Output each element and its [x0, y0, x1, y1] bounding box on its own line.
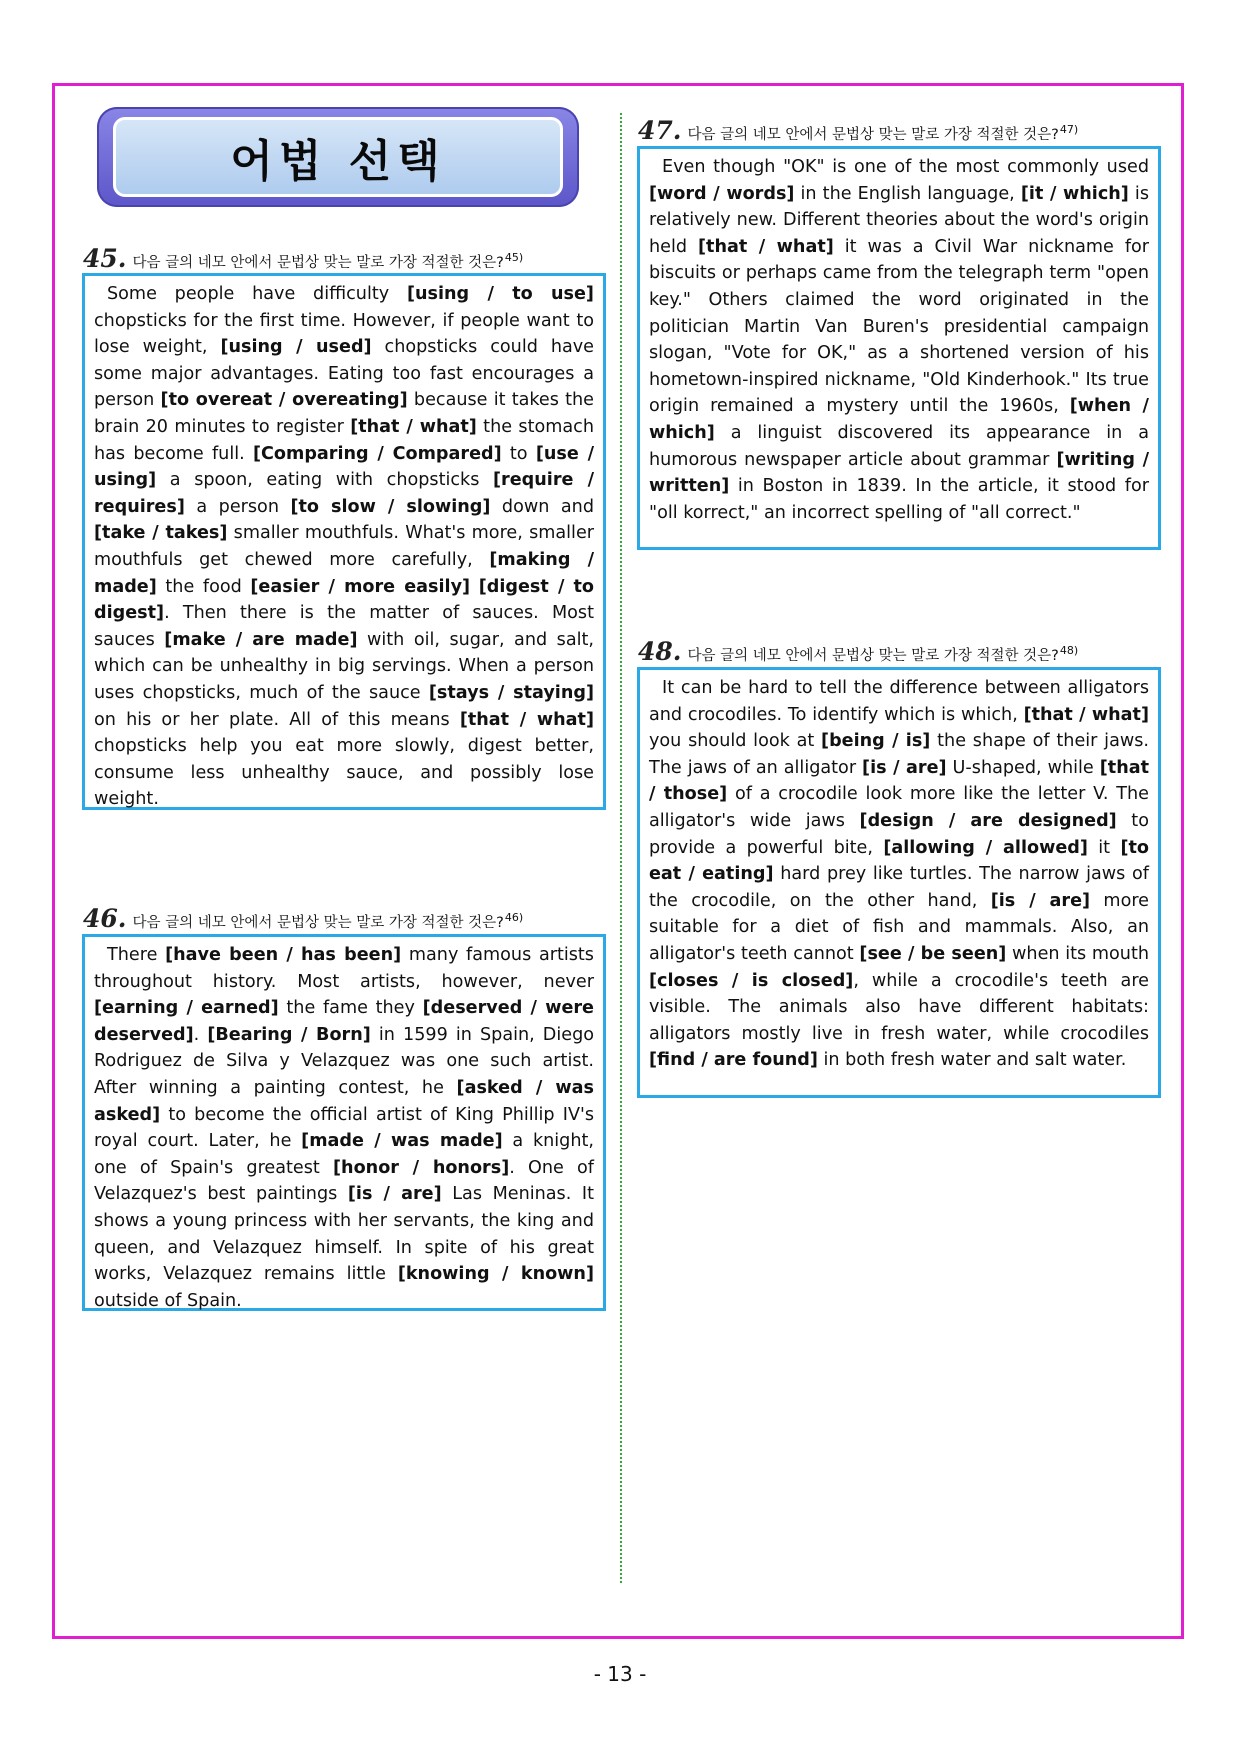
passage-segment: smaller mouthfuls. What's more, smaller mouthfuls get chewed more carefully, [94, 523, 594, 570]
answer-choice: [is / are] [862, 757, 947, 778]
answer-choice: [made / was made] [301, 1131, 503, 1152]
answer-choice: [deserved / were deserved] [94, 998, 594, 1045]
passage-text [94, 281, 594, 813]
passage-segment: when its mouth [1006, 943, 1149, 964]
answer-choice: [Bearing / Born] [207, 1024, 371, 1045]
answer-choice: [is / are] [990, 890, 1091, 911]
answer-choice: [design / are designed] [859, 810, 1117, 831]
answer-choice: [earning / earned] [94, 998, 279, 1019]
section-title: 어법 선택 [230, 136, 446, 187]
passage-segment: Even though "OK" is one of the most commonly used [662, 157, 1149, 177]
answer-choice: [use / using] [94, 443, 594, 491]
question-45-passage-box [82, 273, 606, 810]
passage-segment: because it takes the brain 20 minutes to register [94, 390, 595, 437]
answer-choice: [find / are found] [649, 1050, 818, 1071]
answer-choice: [digest / to digest] [94, 576, 595, 624]
passage-segment: chopsticks for the first time. However, if people want to lose weight, [94, 310, 594, 358]
section-title-banner [97, 107, 579, 207]
passage-segment: in both fresh water and salt water. [817, 1050, 1127, 1071]
question-47-passage-box [637, 146, 1161, 550]
page-number: - 13 - [593, 1662, 647, 1686]
question-footnote-ref: 45) [504, 251, 524, 264]
passage-segment: the stomach has become full. [94, 416, 594, 464]
answer-choice: [take / takes] [94, 523, 228, 544]
question-footnote-ref: 47) [1059, 123, 1079, 136]
passage-segment: outside of Spain. [94, 1290, 242, 1311]
passage-segment: it [1087, 837, 1121, 858]
question-number: 46. [83, 904, 127, 933]
passage-segment: on his or her plate. All of this means [94, 709, 460, 730]
answer-choice: [is / are] [347, 1184, 442, 1205]
passage-text [94, 942, 594, 1314]
answer-choice: [have been / has been] [165, 945, 402, 965]
answer-choice: [allowing / allowed] [883, 837, 1088, 858]
passage-segment: There [107, 945, 166, 965]
passage-segment: to provide a powerful bite, [649, 810, 1149, 858]
answer-choice: [that / what] [350, 416, 477, 437]
question-prompt: 다음 글의 네모 안에서 문법상 맞는 말로 가장 적절한 것은? [687, 648, 1059, 664]
passage-segment: to [501, 443, 536, 464]
answer-choice: [making / made] [94, 549, 594, 597]
answer-choice: [to slow / slowing] [290, 496, 491, 517]
column-divider [620, 113, 622, 1583]
passage-segment: the shape of their jaws. The jaws of an alligator [649, 731, 1150, 778]
passage-segment: many famous artists throughout history. Most artists, however, never [94, 945, 594, 992]
answer-choice: [easier / more easily] [250, 576, 471, 597]
passage-segment: the fame they [278, 998, 423, 1019]
passage-segment: chopsticks could have some major advantages. Eating too fast encourages a person [94, 337, 594, 411]
answer-choice: [that / what] [698, 236, 834, 257]
answer-choice: [to overeat / overeating] [160, 390, 408, 411]
answer-choice: [that / those] [649, 757, 1150, 805]
answer-choice: [that / what] [459, 709, 594, 730]
passage-segment: in Boston in 1839. In the article, it stood for "oll korrect," an incorrect spelling of "all correct." [649, 476, 1149, 523]
passage-segment: the food [156, 576, 251, 597]
answer-choice: [that / what] [1023, 704, 1149, 725]
passage-segment: down and [490, 496, 594, 517]
passage-segment: . [193, 1024, 208, 1045]
passage-segment: . Then there is the matter of sauces. Most sauces [94, 603, 594, 650]
question-46-passage-box [82, 934, 606, 1311]
passage-segment: in 1599 in Spain, Diego Rodriguez de Silva y Velazquez was one such artist. After winning a painting contest, he [94, 1024, 594, 1098]
passage-segment: Some people have difficulty [107, 284, 407, 304]
passage-segment: Las Meninas. It shows a young princess with her servants, the king and queen, and Velazquez himself. In spite of his great works, Velazquez remains little [94, 1184, 594, 1285]
answer-choice: [stays / staying] [428, 682, 594, 703]
passage-segment: hard prey like turtles. The narrow jaws of the crocodile, on the other hand, [649, 864, 1149, 911]
question-46-heading [83, 904, 523, 933]
question-47-heading [638, 116, 1078, 145]
answer-choice: [to eat / eating] [649, 837, 1149, 885]
passage-segment: you should look at [649, 731, 822, 752]
section-title-panel [113, 117, 563, 197]
passage-segment: it was a Civil War nickname for biscuits or perhaps came from the telegraph term "open key." Others claimed the word originated in the politician Martin Van Buren's presidential campaign slogan, "Vote for OK," as a shortened version of his hometown-inspired nickname, "Old Kinderhook." Its true origin remained a mystery until the 1960s, [649, 236, 1150, 417]
passage-segment: in the English language, [794, 183, 1021, 204]
passage-text [649, 675, 1149, 1074]
passage-segment: a linguist discovered its appearance in a humorous newspaper article about grammar [649, 422, 1149, 470]
passage-segment: , while a crocodile's teeth are visible. The animals also have different habitats: alligators mostly live in fresh water, while crocodiles [649, 970, 1149, 1044]
question-prompt: 다음 글의 네모 안에서 문법상 맞는 말로 가장 적절한 것은? [132, 915, 504, 931]
answer-choice: [when / which] [649, 396, 1149, 443]
answer-choice: [writing / written] [649, 449, 1149, 497]
passage-segment: a person [184, 496, 291, 517]
question-48-passage-box [637, 667, 1161, 1098]
passage-segment: more suitable for a diet of fish and mammals. Also, an alligator's teeth cannot [649, 890, 1149, 964]
passage-segment: U-shaped, while [946, 757, 1100, 778]
passage-text [649, 154, 1149, 526]
answer-choice: [using / to use] [406, 284, 594, 304]
passage-segment: a spoon, eating with chopsticks [156, 470, 494, 491]
passage-segment: a knight, one of Spain's greatest [94, 1131, 594, 1178]
answer-choice: [knowing / known] [397, 1264, 594, 1285]
passage-segment: It can be hard to tell the difference between alligators and crocodiles. To identify which is which, [649, 678, 1149, 725]
passage-segment: to become the official artist of King Phillip IV's royal court. Later, he [94, 1104, 594, 1152]
answer-choice: [see / be seen] [859, 943, 1007, 964]
answer-choice: [being / is] [821, 731, 931, 752]
passage-segment: of a crocodile look more like the letter V. The alligator's wide jaws [649, 784, 1149, 831]
answer-choice: [using / used] [220, 337, 372, 358]
passage-segment: . One of Velazquez's best paintings [94, 1157, 594, 1205]
answer-choice: [it / which] [1020, 183, 1129, 204]
question-footnote-ref: 46) [504, 911, 524, 924]
question-48-heading [638, 637, 1078, 666]
answer-choice: [honor / honors] [333, 1157, 510, 1178]
answer-choice: [Comparing / Compared] [252, 443, 502, 464]
passage-segment: chopsticks help you eat more slowly, digest better, consume less unhealthy sauce, and possibly lose weight. [94, 736, 594, 810]
answer-choice: [word / words] [649, 183, 795, 204]
answer-choice: [closes / is closed] [649, 970, 854, 991]
question-number: 47. [638, 116, 682, 145]
answer-choice: [require / requires] [94, 470, 594, 517]
passage-segment [470, 577, 479, 597]
question-number: 48. [638, 637, 682, 666]
passage-segment: with oil, sugar, and salt, which can be unhealthy in big servings. When a person uses chopsticks, much of the sauce [94, 629, 594, 703]
question-number: 45. [83, 244, 127, 273]
question-footnote-ref: 48) [1059, 644, 1079, 657]
question-45-heading [83, 244, 523, 273]
question-prompt: 다음 글의 네모 안에서 문법상 맞는 말로 가장 적절한 것은? [687, 127, 1059, 143]
question-prompt: 다음 글의 네모 안에서 문법상 맞는 말로 가장 적절한 것은? [132, 255, 504, 271]
answer-choice: [asked / was asked] [94, 1077, 594, 1125]
passage-segment: is relatively new. Different theories about the word's origin held [649, 183, 1149, 257]
answer-choice: [make / are made] [164, 629, 358, 650]
